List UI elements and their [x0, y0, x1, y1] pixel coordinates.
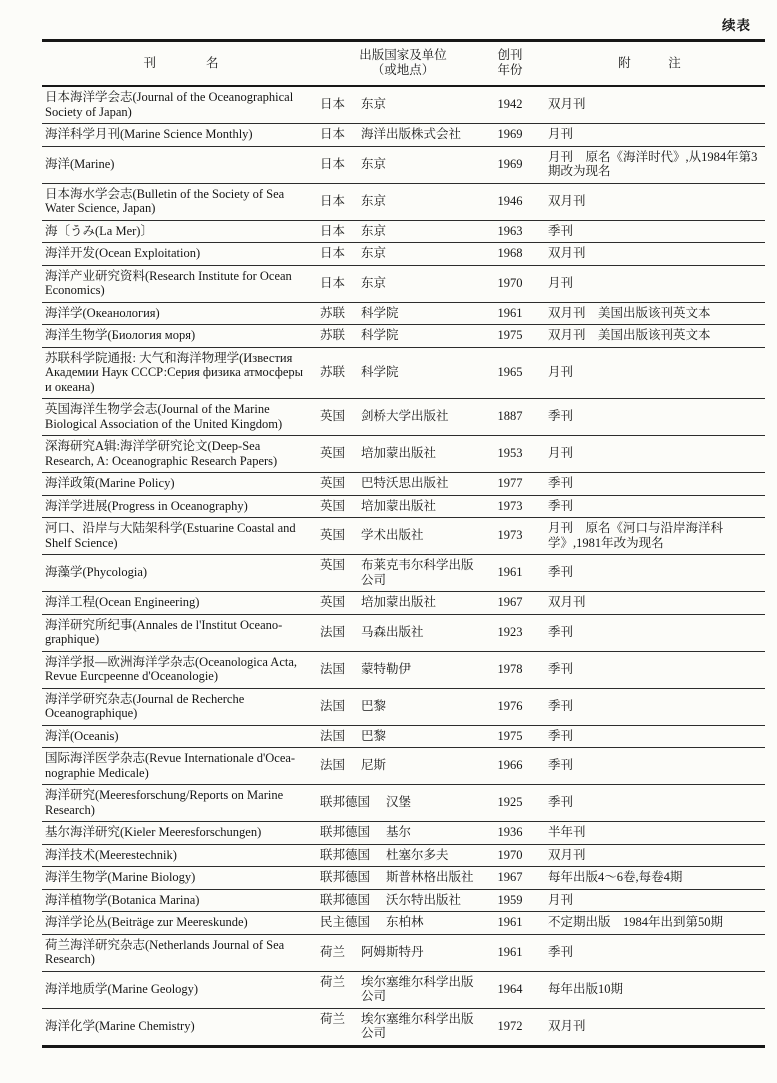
publisher: 东柏林	[386, 915, 424, 929]
publisher-cell	[320, 473, 486, 496]
journal-name: 深海研究A辑:海洋学研究论文(Deep-Sea Research, A: Oceanographic Research Papers)	[42, 436, 320, 473]
table-row	[42, 473, 765, 496]
table-header	[42, 41, 765, 87]
journal-name: 海洋学(Океанология)	[42, 302, 320, 325]
founding-year: 1976	[486, 688, 534, 725]
table-row	[42, 436, 765, 473]
journal-name: 海洋生物学(Marine Biology)	[42, 867, 320, 890]
founding-year: 1973	[486, 495, 534, 518]
note: 季刊	[534, 555, 765, 592]
founding-year: 1942	[486, 86, 534, 124]
note: 季刊	[534, 614, 765, 651]
table-row	[42, 688, 765, 725]
journal-name: 海洋(Marine)	[42, 146, 320, 183]
founding-year: 1925	[486, 785, 534, 822]
founding-year: 1965	[486, 347, 534, 399]
publisher: 东京	[361, 156, 387, 171]
note: 季刊	[534, 748, 765, 785]
table-row	[42, 183, 765, 220]
publisher: 科学院	[361, 328, 399, 342]
journal-name: 海洋学研究杂志(Journal de Recherche Oceanographique)	[42, 688, 320, 725]
publisher-cell	[320, 302, 486, 325]
note: 月刊 原名《海洋时代》,从1984年第3期改为现名	[534, 146, 765, 183]
country: 日本	[320, 156, 346, 171]
publisher: 巴黎	[361, 698, 387, 713]
publisher-cell	[320, 518, 486, 555]
table-row	[42, 124, 765, 147]
publisher: 巴特沃思出版社	[361, 476, 449, 490]
publisher: 汉堡	[386, 795, 412, 810]
journal-name: 海洋学报—欧洲海洋学杂志(Oceanologica Acta, Revue Eurcpeenne d'Oceanologie)	[42, 651, 320, 688]
founding-year: 1968	[486, 243, 534, 266]
journal-name: 基尔海洋研究(Kieler Meeresforschungen)	[42, 822, 320, 845]
founding-year: 1961	[486, 912, 534, 935]
founding-year: 1972	[497, 1018, 523, 1033]
journal-name: 河口、沿岸与大陆架科学(Estuarine Coastal and Shelf Science)	[42, 518, 320, 555]
founding-year: 1953	[486, 436, 534, 473]
header-note: 附 注	[534, 41, 765, 87]
journal-name: 海洋植物学(Botanica Marina)	[42, 889, 320, 912]
table-row	[42, 614, 765, 651]
note: 每年出版10期	[534, 971, 765, 1008]
publisher-cell	[320, 867, 486, 890]
country: 英国	[320, 528, 346, 543]
publisher-cell	[320, 495, 486, 518]
publisher-cell	[320, 325, 486, 348]
country: 英国	[320, 476, 346, 490]
publisher-cell	[320, 220, 486, 243]
journal-name: 日本海水学会志(Bulletin of the Society of Sea Water Science, Japan)	[42, 183, 320, 220]
table-row	[42, 748, 765, 785]
table-row	[42, 399, 765, 436]
country: 日本	[320, 223, 346, 238]
country: 法国	[320, 624, 346, 639]
note: 月刊	[534, 436, 765, 473]
publisher: 埃尔塞维尔科学出版公司	[361, 974, 474, 1003]
publisher-cell	[320, 243, 486, 266]
table-row	[42, 325, 765, 348]
founding-year: 1975	[486, 725, 534, 748]
publisher: 埃尔塞维尔科学出版公司	[361, 1011, 474, 1040]
header-year-line2: 年份	[497, 63, 523, 77]
note: 月刊	[534, 124, 765, 147]
publisher: 东京	[361, 246, 387, 260]
table-row	[42, 785, 765, 822]
table-row	[42, 912, 765, 935]
table-row	[42, 889, 765, 912]
founding-year: 1978	[486, 651, 534, 688]
publisher: 东京	[361, 193, 387, 208]
table-row	[42, 495, 765, 518]
table-row	[42, 971, 765, 1008]
country: 法国	[320, 728, 346, 743]
country: 法国	[320, 661, 346, 676]
publisher-cell	[320, 555, 486, 592]
table-row	[42, 265, 765, 302]
founding-year: 1964	[486, 971, 534, 1008]
founding-year: 1967	[486, 867, 534, 890]
country: 联邦德国	[320, 847, 371, 862]
note: 季刊	[534, 934, 765, 971]
founding-year: 1975	[486, 325, 534, 348]
journal-table-body	[42, 86, 765, 1046]
journal-name: 海藻学(Phycologia)	[42, 555, 320, 592]
journal-table	[42, 39, 765, 1048]
journal-name: 海洋化学(Marine Chemistry)	[45, 1018, 195, 1033]
publisher-cell	[320, 822, 486, 845]
header-journal-name: 刊 名	[42, 41, 320, 87]
note: 双月刊 美国出版该刊英文本	[534, 325, 765, 348]
country: 联邦德国	[320, 825, 371, 839]
table-row	[42, 302, 765, 325]
founding-year: 1966	[486, 748, 534, 785]
publisher-cell	[320, 912, 486, 935]
founding-year: 1977	[486, 473, 534, 496]
journal-name: 海洋工程(Ocean Engineering)	[42, 592, 320, 615]
table-row	[42, 243, 765, 266]
journal-name: 海洋政策(Marine Policy)	[42, 473, 320, 496]
country: 民主德国	[320, 915, 371, 929]
publisher: 海洋出版株式会社	[361, 127, 462, 141]
journal-name: 海洋技术(Meerestechnik)	[42, 844, 320, 867]
publisher-cell	[320, 86, 486, 124]
note: 半年刊	[534, 822, 765, 845]
journal-name: 海洋学进展(Progress in Oceanography)	[42, 495, 320, 518]
founding-year: 1923	[486, 614, 534, 651]
publisher: 培加蒙出版社	[361, 498, 437, 513]
country: 联邦德国	[320, 870, 371, 884]
country: 日本	[320, 97, 346, 112]
country: 日本	[320, 193, 346, 208]
journal-name: 海洋研究所纪事(Annales de l'Institut Oceano-graphique)	[42, 614, 320, 651]
note: 月刊 原名《河口与沿岸海洋科学》,1981年改为现名	[534, 518, 765, 555]
table-row	[42, 725, 765, 748]
founding-year: 1887	[486, 399, 534, 436]
country: 日本	[320, 246, 346, 260]
journal-name: 海洋地质学(Marine Geology)	[42, 971, 320, 1008]
publisher: 蒙特勒伊	[361, 661, 412, 676]
founding-year: 1970	[486, 265, 534, 302]
country: 联邦德国	[320, 795, 371, 810]
note: 双月刊	[548, 1018, 586, 1033]
publisher: 东京	[361, 223, 387, 238]
journal-name: 海洋产业研究资料(Research Institute for Ocean Economics)	[42, 265, 320, 302]
founding-year: 1967	[486, 592, 534, 615]
table-row	[42, 651, 765, 688]
publisher: 巴黎	[361, 728, 387, 743]
country: 英国	[320, 498, 346, 513]
publisher-cell	[320, 265, 486, 302]
note: 不定期出版 1984年出到第50期	[534, 912, 765, 935]
table-row	[42, 555, 765, 592]
country: 日本	[320, 127, 346, 141]
publisher-cell	[320, 688, 486, 725]
country: 荷兰	[320, 974, 346, 989]
note: 双月刊	[534, 86, 765, 124]
table-row	[42, 844, 765, 867]
note: 月刊	[534, 347, 765, 399]
publisher: 尼斯	[361, 758, 387, 773]
note: 季刊	[534, 725, 765, 748]
country: 英国	[320, 558, 346, 572]
publisher: 斯普林格出版社	[386, 870, 474, 884]
note: 季刊	[534, 220, 765, 243]
publisher-cell	[320, 1008, 486, 1046]
publisher-cell	[320, 592, 486, 615]
table-row	[42, 518, 765, 555]
journal-name: 日本海洋学会志(Journal of the Oceanographical Society of Japan)	[42, 86, 320, 124]
country: 英国	[320, 446, 346, 461]
journal-name: 苏联科学院通报: 大气和海洋物理学(Известия Академии Наук СССР:Серия физика атмосферы и океана)	[42, 347, 320, 399]
publisher-cell	[320, 614, 486, 651]
country: 苏联	[320, 365, 346, 379]
journal-name: 海洋(Oceanis)	[42, 725, 320, 748]
note: 季刊	[534, 399, 765, 436]
journal-name: 海〔うみ(La Mer)〕	[42, 220, 320, 243]
publisher-cell	[320, 785, 486, 822]
note: 双月刊	[534, 183, 765, 220]
header-publisher-line2: （或地点）	[371, 63, 435, 77]
publisher: 学术出版社	[361, 528, 424, 543]
publisher: 布莱克韦尔科学出版公司	[361, 558, 474, 587]
note: 双月刊	[534, 243, 765, 266]
publisher: 剑桥大学出版社	[361, 409, 449, 424]
country: 苏联	[320, 328, 346, 342]
publisher: 培加蒙出版社	[361, 446, 437, 461]
publisher: 培加蒙出版社	[361, 595, 437, 609]
publisher: 基尔	[386, 825, 412, 839]
founding-year: 1946	[486, 183, 534, 220]
header-founding-year	[486, 41, 534, 87]
publisher-cell	[320, 183, 486, 220]
table-row	[42, 146, 765, 183]
publisher: 阿姆斯特丹	[361, 944, 424, 959]
table-row	[42, 822, 765, 845]
note: 月刊	[534, 265, 765, 302]
country: 英国	[320, 409, 346, 424]
note: 双月刊	[534, 844, 765, 867]
journal-name: 海洋学论丛(Beiträge zur Meereskunde)	[42, 912, 320, 935]
header-publisher-line1: 出版国家及单位	[359, 48, 447, 62]
publisher: 杜塞尔多夫	[386, 847, 449, 862]
country: 荷兰	[320, 944, 346, 959]
country: 联邦德国	[320, 892, 371, 907]
founding-year: 1961	[486, 302, 534, 325]
table-row	[42, 867, 765, 890]
table-row	[42, 86, 765, 124]
journal-name: 海洋研究(Meeresforschung/Reports on Marine Research)	[42, 785, 320, 822]
publisher-cell	[320, 347, 486, 399]
country: 荷兰	[320, 1011, 346, 1026]
founding-year: 1961	[486, 555, 534, 592]
publisher-cell	[320, 124, 486, 147]
founding-year: 1969	[486, 146, 534, 183]
note: 季刊	[534, 495, 765, 518]
note: 季刊	[534, 651, 765, 688]
founding-year: 1936	[486, 822, 534, 845]
founding-year: 1973	[486, 518, 534, 555]
publisher-cell	[320, 651, 486, 688]
publisher: 科学院	[361, 305, 399, 320]
header-publisher	[320, 41, 486, 87]
journal-name: 海洋科学月刊(Marine Science Monthly)	[42, 124, 320, 147]
founding-year: 1963	[486, 220, 534, 243]
note: 每年出版4～6卷,每卷4期	[534, 867, 765, 890]
country: 英国	[320, 595, 346, 609]
note: 双月刊 美国出版该刊英文本	[534, 302, 765, 325]
journal-name: 国际海洋医学杂志(Revue Internationale d'Ocea-nographie Medicale)	[42, 748, 320, 785]
header-row	[42, 41, 765, 87]
publisher-cell	[320, 971, 486, 1008]
journal-name: 海洋生物学(Биология моря)	[42, 325, 320, 348]
publisher-cell	[320, 748, 486, 785]
publisher-cell	[320, 399, 486, 436]
journal-name: 荷兰海洋研究杂志(Netherlands Journal of Sea Research)	[42, 934, 320, 971]
publisher: 马森出版社	[361, 624, 424, 639]
note: 季刊	[534, 785, 765, 822]
note: 季刊	[534, 473, 765, 496]
publisher-cell	[320, 844, 486, 867]
publisher-cell	[320, 436, 486, 473]
header-year-line1: 创刊	[497, 48, 523, 62]
publisher-cell	[320, 146, 486, 183]
table-row	[42, 1008, 765, 1046]
country: 法国	[320, 758, 346, 773]
journal-name: 海洋开发(Ocean Exploitation)	[42, 243, 320, 266]
publisher-cell	[320, 934, 486, 971]
continued-label: 续表	[722, 18, 751, 33]
founding-year: 1961	[486, 934, 534, 971]
table-row	[42, 347, 765, 399]
table-row	[42, 934, 765, 971]
note: 季刊	[534, 688, 765, 725]
note: 双月刊	[534, 592, 765, 615]
journal-name: 英国海洋生物学会志(Journal of the Marine Biological Association of the United Kingdom)	[42, 399, 320, 436]
table-row	[42, 220, 765, 243]
country: 日本	[320, 275, 346, 290]
publisher-cell	[320, 889, 486, 912]
country: 苏联	[320, 305, 346, 320]
founding-year: 1969	[486, 124, 534, 147]
publisher-cell	[320, 725, 486, 748]
publisher: 科学院	[361, 365, 399, 379]
note: 月刊	[534, 889, 765, 912]
country: 法国	[320, 698, 346, 713]
publisher: 沃尔特出版社	[386, 892, 462, 907]
founding-year: 1970	[486, 844, 534, 867]
table-row	[42, 592, 765, 615]
founding-year: 1959	[486, 889, 534, 912]
publisher: 东京	[361, 275, 387, 290]
publisher: 东京	[361, 97, 387, 112]
